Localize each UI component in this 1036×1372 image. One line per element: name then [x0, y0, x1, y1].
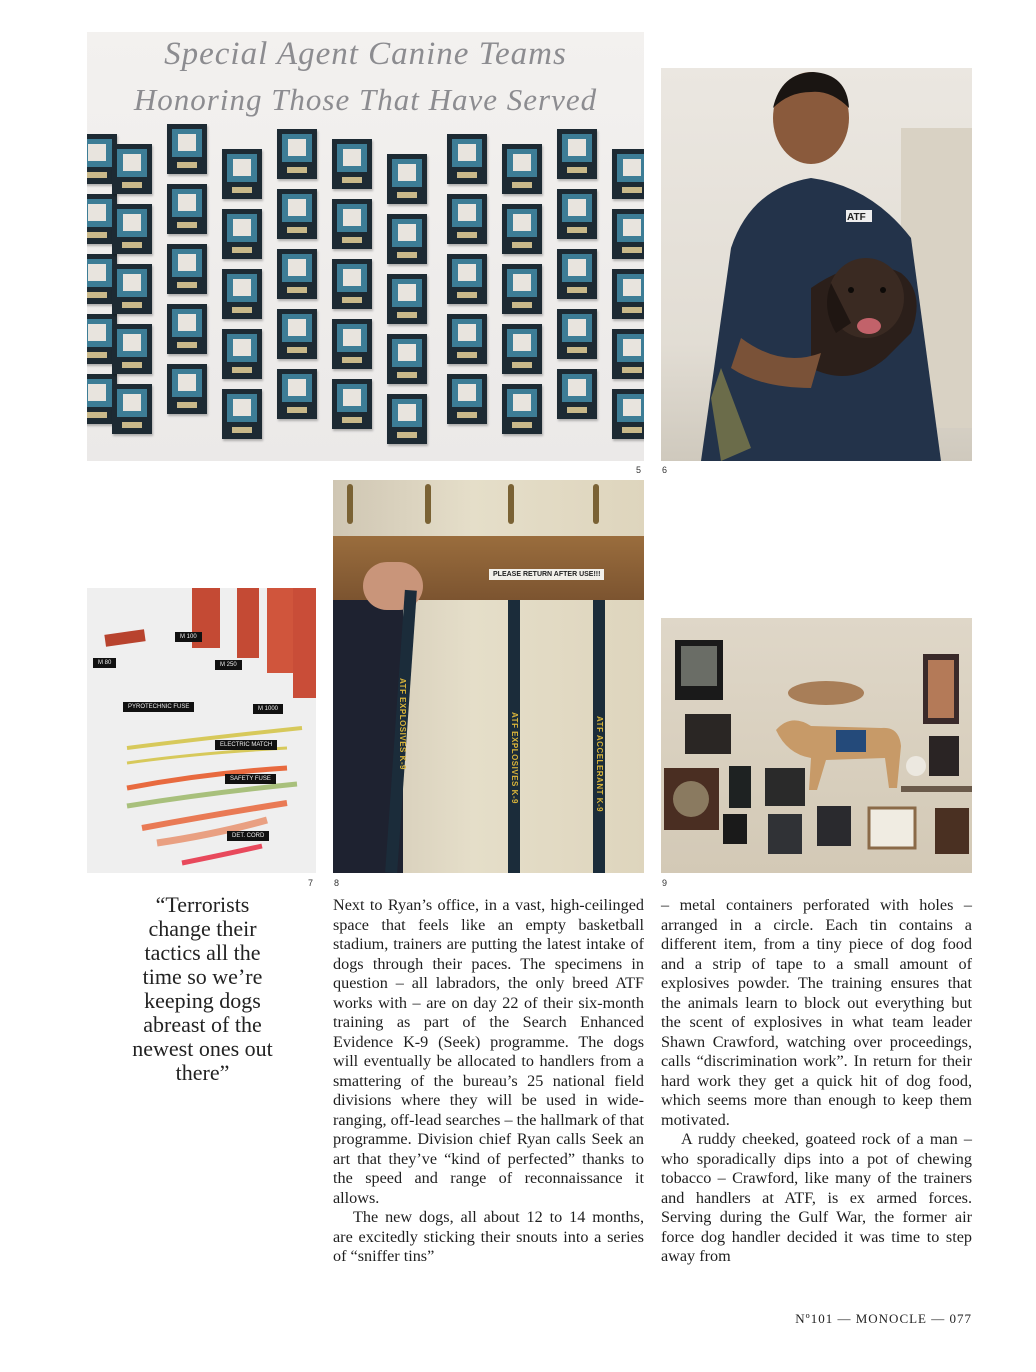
article-column-2: [661, 896, 972, 1267]
portrait-frame: [332, 259, 372, 309]
caption-8: 8: [334, 878, 340, 888]
pull-quote: “Terrorists change their tactics all the time so we’re keeping dogs abreast of the newest ones out there”: [132, 892, 273, 1085]
portrait-frame: [612, 209, 644, 259]
article-column-1: [333, 896, 644, 1267]
portrait-frame: [167, 124, 207, 174]
fuse-label: ELECTRIC MATCH: [215, 740, 277, 750]
portrait-frame: [332, 199, 372, 249]
portrait-frame: [502, 204, 542, 254]
portrait-frame: [502, 324, 542, 374]
caption-5: 5: [636, 465, 642, 475]
coat-hook: [425, 484, 431, 524]
photo-memorial-wall: [87, 32, 644, 461]
fuse-label: M 100: [175, 632, 202, 642]
portrait-frame: [112, 144, 152, 194]
portrait-frame: [387, 154, 427, 204]
fuse-label: M 1000: [253, 704, 283, 714]
portrait-frame: [277, 189, 317, 239]
portrait-frame: [387, 274, 427, 324]
portrait-frame: [502, 384, 542, 434]
portrait-frame: [332, 379, 372, 429]
leash-label-2: ATF EXPLOSIVES K-9: [510, 712, 519, 804]
portrait-frame: [447, 194, 487, 244]
coat-hook: [347, 484, 353, 524]
caption-6: 6: [662, 465, 668, 475]
portrait-frame: [557, 369, 597, 419]
wall-title-line1: Special Agent Canine Teams: [164, 36, 567, 72]
coat-hook: [593, 484, 599, 524]
portrait-frame: [557, 309, 597, 359]
portrait-frame: [447, 134, 487, 184]
fuse-label: PYROTECHNIC FUSE: [123, 702, 194, 712]
portrait-frame: [612, 389, 644, 439]
portrait-frame: [277, 249, 317, 299]
caption-7: 7: [308, 878, 314, 888]
fuse-label: SAFETY FUSE: [225, 774, 276, 784]
portrait-frame: [447, 314, 487, 364]
portrait-frame: [277, 309, 317, 359]
leash-label-3: ATF ACCELERANT K-9: [595, 716, 604, 813]
photo-leashes-on-hooks: [333, 480, 644, 873]
portrait-frame: [502, 264, 542, 314]
article-paragraph: Next to Ryan’s office, in a vast, high-ceilinged space that feels like an empty basketball stadium, trainers are putting the latest intake of dogs through their paces. The specimens in question – all labradors, the only breed ATF works with – are on day 22 of their six-month training as part of the Search Enhanced Evidence K-9 (Seek) programme. The dogs will eventually be allocated to handlers from a smattering of the bureau’s 25 national field divisions where they will be used in wide-ranging, off-lead searches – the hallmark of that programme. Division chief Ryan calls Seek an art that they’ve “kind of perfected” thanks to the speed and range of reconnaissance it allows.: [333, 896, 644, 1207]
portrait-frame: [387, 334, 427, 384]
portrait-frame: [387, 394, 427, 444]
portrait-frame: [387, 214, 427, 264]
portrait-frame: [277, 369, 317, 419]
photo-handler-with-dog: [661, 68, 972, 461]
photo-fuses-display: [87, 588, 316, 873]
plaques-illustration: [661, 618, 972, 873]
portrait-frame: [502, 144, 542, 194]
portrait-frame: [222, 329, 262, 379]
article-paragraph: The new dogs, all about 12 to 14 months, are excitedly sticking their snouts into a series of “sniffer tins”: [333, 1208, 644, 1265]
portrait-frame: [167, 364, 207, 414]
portrait-frame: [112, 324, 152, 374]
photo-plaques-wall: [661, 618, 972, 873]
portrait-frame: [222, 149, 262, 199]
article-paragraph: – metal containers perforated with holes – arranged in a circle. Each tin contains a different item, from a tiny piece of dog food and a strip of tape to a small amount of explosives powder. The training ensures that the animals learn to block out everything but the scent of explosives in what team leader Shawn Crawford, watching over proceedings, calls “discrimination work”. In return for their hard work they get a quick hit of dog food, which seems more than enough to keep them motivated.: [661, 896, 972, 1129]
portrait-frame: [332, 319, 372, 369]
portrait-frame: [222, 269, 262, 319]
shirt-logo: ATF: [847, 212, 866, 223]
portrait-frame: [612, 269, 644, 319]
portrait-frame: [447, 254, 487, 304]
handler-illustration: [661, 68, 972, 461]
fuses-illustration: [87, 588, 316, 873]
portrait-frame: [112, 264, 152, 314]
portrait-frame: [612, 149, 644, 199]
portrait-frame: [112, 384, 152, 434]
portrait-frame: [167, 304, 207, 354]
portrait-frame: [112, 204, 152, 254]
fuse-label: M 250: [215, 660, 242, 670]
fuse-label: M 80: [93, 658, 116, 668]
caption-9: 9: [662, 878, 668, 888]
portrait-frame: [222, 389, 262, 439]
page-footer: Nº101 — MONOCLE — 077: [795, 1311, 972, 1326]
portrait-frame: [222, 209, 262, 259]
portrait-frame: [612, 329, 644, 379]
portrait-frame: [332, 139, 372, 189]
article-paragraph: A ruddy cheeked, goateed rock of a man – who sporadically dips into a pot of chewing tobacco – Crawford, like many of the trainers and handlers at ATF, is ex armed forces. Serving during the Gulf War, the former air force dog handler decided it was time to step away from: [661, 1130, 972, 1265]
wall-title-line2: Honoring Those That Have Served: [133, 82, 598, 117]
coat-hook: [508, 484, 514, 524]
portrait-frame: [447, 374, 487, 424]
leash-label-1: ATF EXPLOSIVES K-9: [398, 678, 407, 770]
portrait-frame: [277, 129, 317, 179]
portrait-frame: [557, 249, 597, 299]
return-sign: PLEASE RETURN AFTER USE!!!: [489, 569, 604, 580]
fuse-label: DET. CORD: [227, 831, 269, 841]
portrait-frame: [557, 129, 597, 179]
portrait-frame: [167, 184, 207, 234]
portrait-frame: [557, 189, 597, 239]
portrait-frame: [167, 244, 207, 294]
